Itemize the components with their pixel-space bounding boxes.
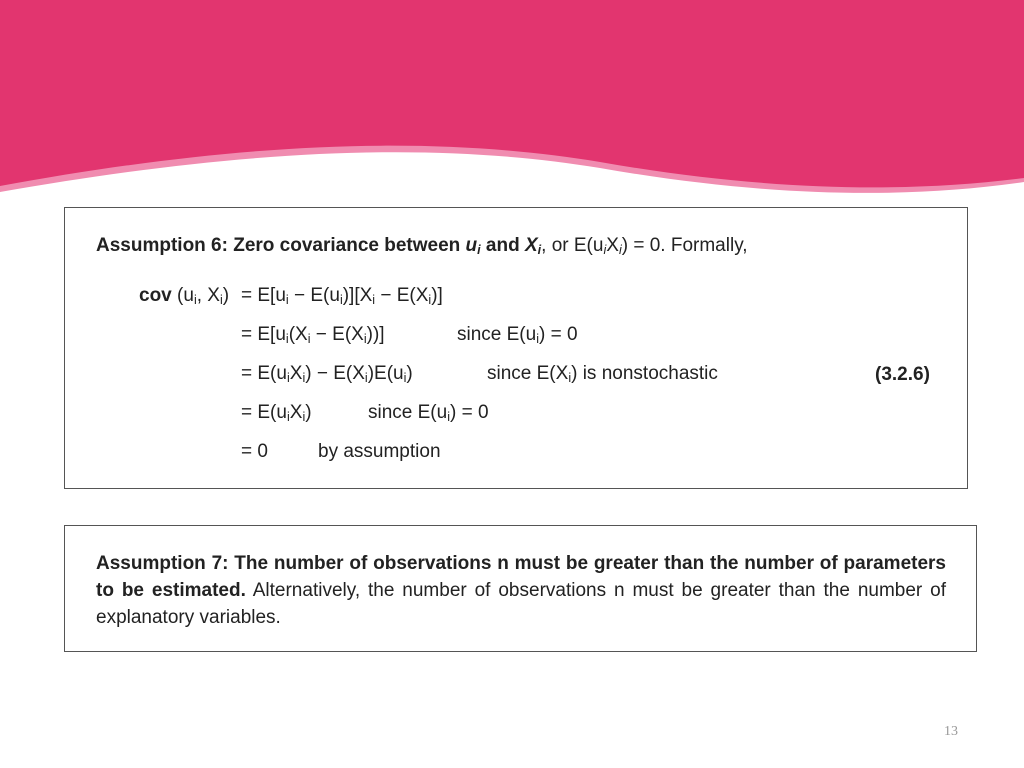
page-number: 13 (944, 724, 958, 739)
assumption-7-box (64, 525, 977, 652)
eq-row-3: = $E(u_iX_i) - E(X_i)E(u_i)$ (241, 363, 413, 386)
assumption-7-bold: Assumption 7: The number of observations n must be greater than the number of parameters to be estimated. (96, 553, 946, 601)
assumption-7-plain: Alternatively, the number of observations n must be greater than the number of explanatory variables. (96, 580, 946, 628)
eq-row-4: = $E(u_iX_i)$ (241, 402, 312, 425)
assumption-6-heading: Assumption 6: Zero covariance between $u_i$ and $X_i$, or $E(u_iX_i) = 0$. Formally, (96, 235, 748, 258)
eq-row-1: = $E[u_i - E(u_i)][X_i - E(X_i)]$ (241, 285, 443, 308)
assumption-7-text (96, 550, 946, 631)
banner-fill (0, 0, 1024, 187)
eq-row-4-note: since $E(u_i) = 0$ (368, 402, 489, 425)
eq-row-2: = $E[u_i(X_i - E(X_i))]$ (241, 324, 385, 347)
eq-row-3-note: since $E(X_i)$ is nonstochastic (487, 363, 718, 386)
eq-row-2-note: since $E(u_i) = 0$ (457, 324, 578, 347)
header-banner (0, 0, 1024, 210)
eq-row-5: = 0 (241, 441, 268, 462)
equation-number: (3.2.6) (875, 364, 930, 385)
cov-lhs: cov ($u_i$, $X_i$) (139, 285, 230, 308)
eq-row-5-note: by assumption (318, 441, 441, 462)
assumption-6-box (64, 207, 968, 489)
